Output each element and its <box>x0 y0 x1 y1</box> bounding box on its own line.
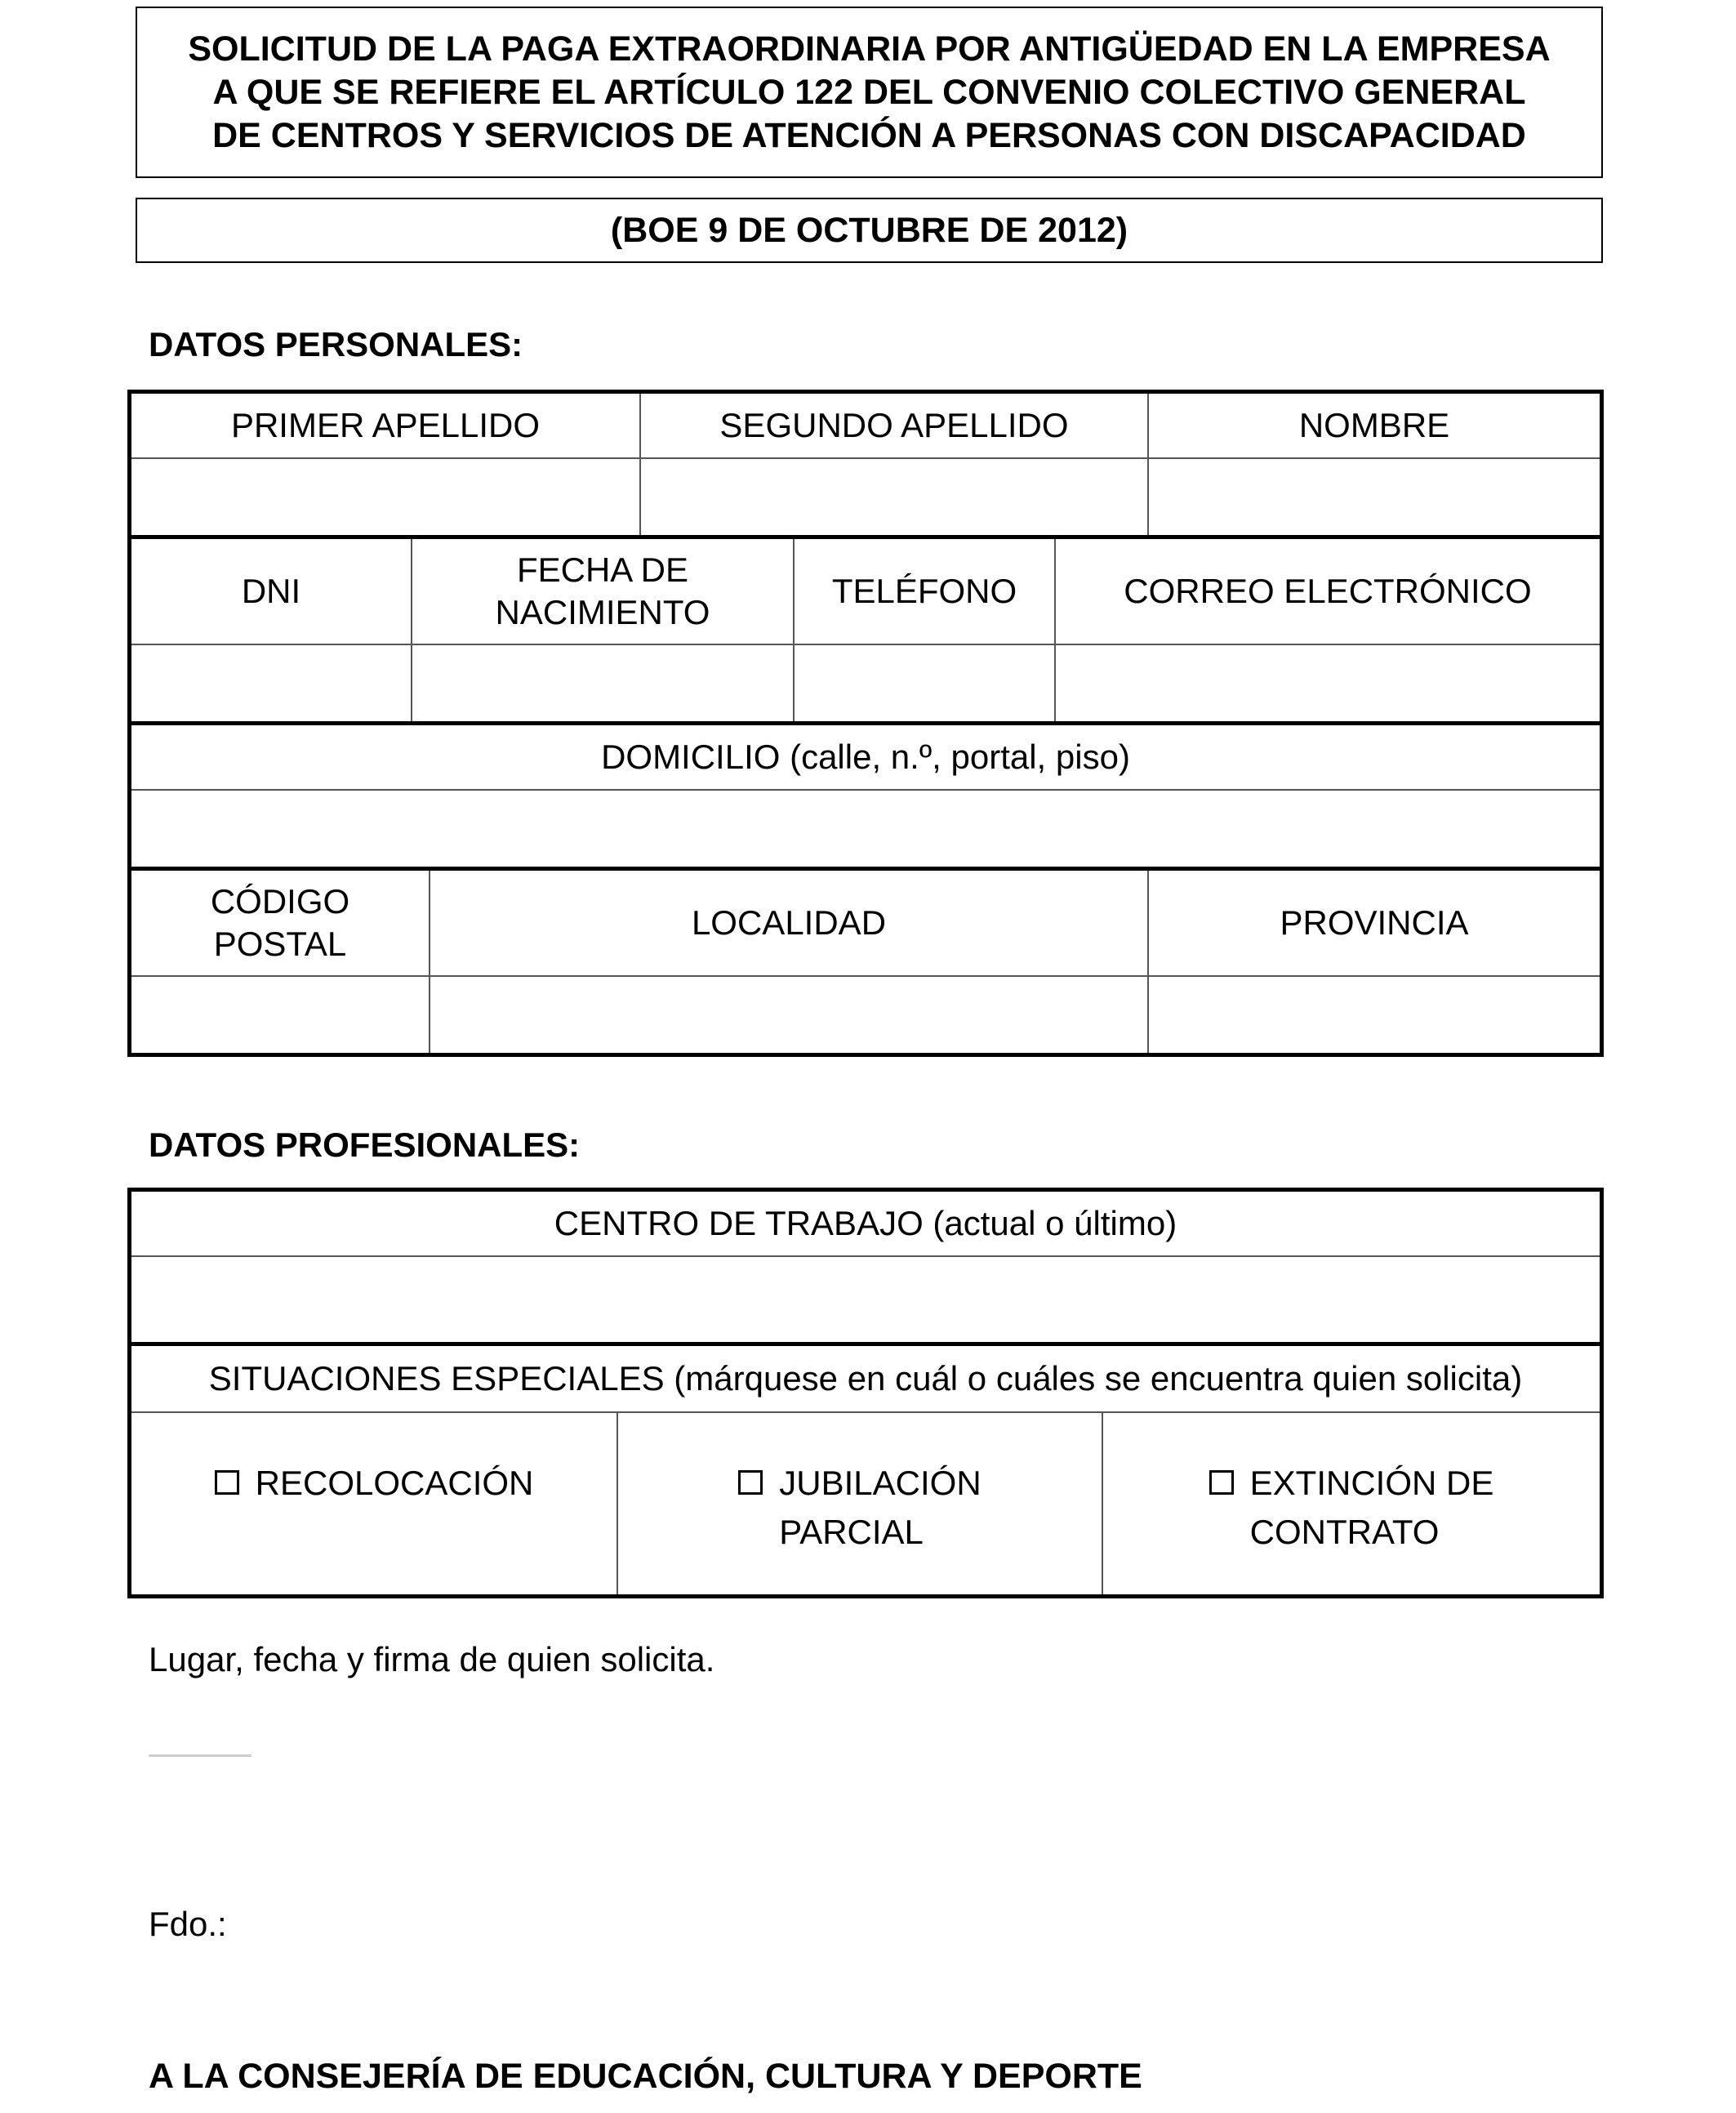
second-surname-field[interactable] <box>641 459 1147 535</box>
place-date-signature-text: Lugar, fecha y firma de quien solicita. <box>149 1640 715 1678</box>
option-extincion-contrato[interactable] <box>1102 1413 1600 1594</box>
email-label: CORREO ELECTRÓNICO <box>1056 539 1600 645</box>
phone-column <box>793 539 1054 721</box>
phone-label: TELÉFONO <box>795 539 1054 645</box>
option-jubilacion-parcial-label: JUBILACIÓN PARCIAL <box>779 1464 982 1551</box>
second-surname-column <box>639 394 1147 535</box>
workplace-field[interactable] <box>131 1257 1600 1342</box>
address-column <box>131 725 1600 867</box>
birthdate-label: FECHA DE NACIMIENTO <box>412 539 793 645</box>
id-band <box>131 535 1600 721</box>
document-title: SOLICITUD DE LA PAGA EXTRAORDINARIA POR ANTIGÜEDAD EN LA EMPRESA A QUE SE REFIERE EL ARTÍCULO 122 DEL CONVENIO COLECTIVO GENERAL DE CENTROS Y SERVICIOS DE ATENCIÓN A PERSONAS CON DISCAPACIDAD <box>188 29 1551 155</box>
professional-section-label: DATOS PROFESIONALES: <box>149 1126 581 1164</box>
postal-code-label: CÓDIGO POSTAL <box>131 871 429 977</box>
name-column <box>1147 394 1600 535</box>
second-surname-label: SEGUNDO APELLIDO <box>641 394 1147 459</box>
email-column <box>1054 539 1600 721</box>
birthdate-column <box>411 539 793 721</box>
name-label: NOMBRE <box>1149 394 1600 459</box>
dni-field[interactable] <box>131 645 411 721</box>
personal-section-label: DATOS PERSONALES: <box>149 325 523 363</box>
name-band <box>131 394 1600 535</box>
professional-data-table <box>127 1188 1604 1598</box>
dni-label: DNI <box>131 539 411 645</box>
location-band <box>131 867 1600 1053</box>
option-jubilacion-parcial[interactable] <box>617 1413 1102 1594</box>
locality-field[interactable] <box>430 977 1147 1053</box>
signed-by-label: Fdo.: <box>149 1905 227 1943</box>
birthdate-field[interactable] <box>412 645 793 721</box>
personal-data-table <box>127 390 1604 1057</box>
dni-column <box>131 539 411 721</box>
signature-line <box>149 1754 251 1757</box>
boe-reference: (BOE 9 DE OCTUBRE DE 2012) <box>610 210 1128 250</box>
address-label: DOMICILIO (calle, n.º, portal, piso) <box>131 725 1600 791</box>
province-field[interactable] <box>1149 977 1600 1053</box>
title-box <box>136 7 1603 178</box>
special-situations-label: SITUACIONES ESPECIALES (márquese en cuál o cuáles se encuentra quien solicita) <box>208 1359 1523 1398</box>
checkbox-recolocacion[interactable] <box>215 1470 239 1495</box>
first-surname-column <box>131 394 639 535</box>
address-band <box>131 721 1600 867</box>
option-recolocacion[interactable] <box>131 1413 617 1594</box>
workplace-label: CENTRO DE TRABAJO (actual o último) <box>131 1192 1600 1257</box>
name-field[interactable] <box>1149 459 1600 535</box>
workplace-column <box>131 1192 1600 1342</box>
locality-column <box>429 871 1147 1053</box>
province-label: PROVINCIA <box>1149 871 1600 977</box>
phone-field[interactable] <box>795 645 1054 721</box>
checkbox-extincion-contrato[interactable] <box>1209 1470 1234 1495</box>
first-surname-label: PRIMER APELLIDO <box>131 394 639 459</box>
workplace-band <box>131 1192 1600 1342</box>
option-recolocacion-label: RECOLOCACIÓN <box>255 1464 534 1502</box>
option-extincion-contrato-label: EXTINCIÓN DE CONTRATO <box>1249 1464 1494 1551</box>
first-surname-field[interactable] <box>131 459 639 535</box>
address-field[interactable] <box>131 791 1600 867</box>
postal-code-column <box>131 871 429 1053</box>
addressee: A LA CONSEJERÍA DE EDUCACIÓN, CULTURA Y DEPORTE <box>149 2057 1142 2096</box>
special-situations-options <box>131 1411 1600 1594</box>
province-column <box>1147 871 1600 1053</box>
boe-box <box>136 198 1603 263</box>
checkbox-jubilacion-parcial[interactable] <box>738 1470 763 1495</box>
email-field[interactable] <box>1056 645 1600 721</box>
postal-code-field[interactable] <box>131 977 429 1053</box>
special-situations-band <box>131 1342 1600 1594</box>
locality-label: LOCALIDAD <box>430 871 1147 977</box>
